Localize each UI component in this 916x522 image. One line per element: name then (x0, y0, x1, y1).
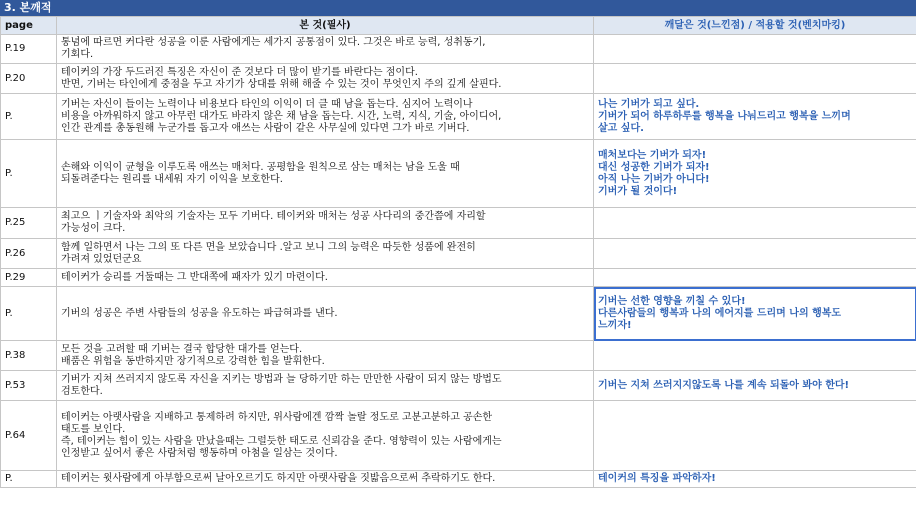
table-row (1, 64, 916, 94)
transcription-cell[interactable]: 테이커는 아랫사람을 지배하고 통제하려 하지만, 위사람에겐 깜짝 놀랄 정도로 고분고분하고 공손한 태도를 보인다. 즉, 테이커는 힘이 있는 사람을 만났을때는 그럴듯한 태도로 신뢰감을 준다. 영향력이 있는 사람에게는 인정받고 싶어서 좋은 사람처럼 행동하며 아첨을 일삼는 것이다. (57, 401, 594, 471)
table-row (1, 140, 916, 208)
page-cell[interactable]: P.19 (1, 35, 57, 64)
page-cell[interactable]: P. (1, 287, 57, 341)
transcription-cell[interactable]: 함께 일하면서 나는 그의 또 다른 면을 보았습니다 .알고 보니 그의 능력은 따듯한 성품에 완전히 가려져 있었던군요 (57, 239, 594, 269)
page-cell[interactable]: P.64 (1, 401, 57, 471)
insight-cell[interactable] (594, 401, 916, 471)
table-row (1, 94, 916, 140)
insight-cell[interactable] (594, 208, 916, 239)
transcription-cell[interactable]: 테이커의 가장 두드러진 특징은 자신이 준 것보다 더 많이 받기를 바란다는 점이다. 반면, 기버는 타인에게 중점을 두고 자기가 상대를 위해 해줄 수 있는 것이 무엇인지 주의 깊게 살핀다. (57, 64, 594, 94)
table-row (1, 208, 916, 239)
insight-cell[interactable]: 테이커의 특징을 파악하자! (594, 471, 916, 488)
page-cell[interactable]: P. (1, 94, 57, 140)
table-row (1, 401, 916, 471)
page-column-header[interactable]: page (1, 17, 57, 35)
insight-cell[interactable] (594, 269, 916, 287)
selected-insight-cell[interactable]: 기버는 선한 영향을 끼칠 수 있다! 다른사람들의 행복과 나의 에어지를 드리며 나의 행복도 느끼자! (594, 287, 916, 341)
transcription-cell[interactable]: 기버의 성공은 주변 사람들의 성공을 유도하는 파급혀과를 낸다. (57, 287, 594, 341)
insight-column-header[interactable]: 깨달은 것(느낀점) / 적용할 것(벤치마킹) (594, 17, 916, 35)
section-title: 3. 본깨적 (0, 0, 916, 16)
table-row (1, 471, 916, 488)
header-row (1, 17, 916, 35)
table-row (1, 269, 916, 287)
insight-cell[interactable]: 매처보다는 기버가 되자! 대신 성공한 기버가 되자! 아직 나는 기버가 아니다! 기버가 될 것이다! (594, 140, 916, 208)
transcription-cell[interactable]: 모든 것을 고려할 때 기버는 결국 합당한 대가를 얻는다. 배품은 위험을 동반하지만 장기적으로 강력한 힘을 발휘한다. (57, 341, 594, 371)
insight-cell[interactable] (594, 35, 916, 64)
page-cell[interactable]: P.53 (1, 371, 57, 401)
notes-table (0, 16, 916, 488)
transcription-cell[interactable]: 기버가 지쳐 쓰러지지 않도록 자신을 지키는 방법과 늘 당하기만 하는 만만한 사람이 되지 않는 방법도 검토한다. (57, 371, 594, 401)
table-row (1, 239, 916, 269)
page-cell[interactable]: P.20 (1, 64, 57, 94)
insight-cell[interactable] (594, 341, 916, 371)
transcription-cell[interactable]: 테이커가 승리를 거둘때는 그 반대쪽에 패자가 있기 마련이다. (57, 269, 594, 287)
transcription-cell[interactable]: 기버는 자신이 들이는 노력이나 비용보다 타인의 이익이 더 클 때 남을 돕는다. 심지어 노력이나 비용을 아까워하지 않고 아무런 대가도 바라지 않은 채 남을 돕는다. 시간, 노력, 지식, 기술, 아이디어, 인간 관계를 총동원해 누군가를 돕고자 애쓰는 사람이 같은 사무실에 있다면 그가 바로 기버다. (57, 94, 594, 140)
insight-cell[interactable] (594, 64, 916, 94)
transcription-column-header[interactable]: 본 것(필사) (57, 17, 594, 35)
table-row (1, 341, 916, 371)
insight-cell[interactable]: 나는 기버가 되고 싶다. 기버가 되어 하루하루를 행복을 나눠드리고 행복을 느끼며 살고 싶다. (594, 94, 916, 140)
page-cell[interactable]: P.26 (1, 239, 57, 269)
page-cell[interactable]: P. (1, 140, 57, 208)
table-row (1, 287, 916, 341)
transcription-cell[interactable]: 통념에 따르면 커다란 성공을 이룬 사람에게는 세가지 공통점이 있다. 그것은 바로 능력, 성취동기, 기회다. (57, 35, 594, 64)
table-row (1, 371, 916, 401)
insight-cell[interactable]: 기버는 지쳐 쓰러지지않도록 나를 계속 되돌아 봐야 한다! (594, 371, 916, 401)
page-cell[interactable]: P.25 (1, 208, 57, 239)
page-cell[interactable]: P.38 (1, 341, 57, 371)
insight-cell[interactable] (594, 239, 916, 269)
table-row (1, 35, 916, 64)
transcription-cell[interactable]: 최고으 ㅣ기술자와 최악의 기술자는 모두 기버다. 테이커와 매처는 성공 사다리의 중간쯤에 자리할 가능성이 크다. (57, 208, 594, 239)
page-cell[interactable]: P.29 (1, 269, 57, 287)
page-cell[interactable]: P. (1, 471, 57, 488)
transcription-cell[interactable]: 테이커는 윗사람에게 아부함으로써 날아오르기도 하지만 아랫사람을 짓밟음으로써 추락하기도 한다. (57, 471, 594, 488)
transcription-cell[interactable]: 손해와 이익이 균형을 이루도록 애쓰는 매처다. 공평함을 원칙으로 삼는 매처는 남을 도울 때 되돌려준다는 원리를 내세워 자기 이익을 보호한다. (57, 140, 594, 208)
